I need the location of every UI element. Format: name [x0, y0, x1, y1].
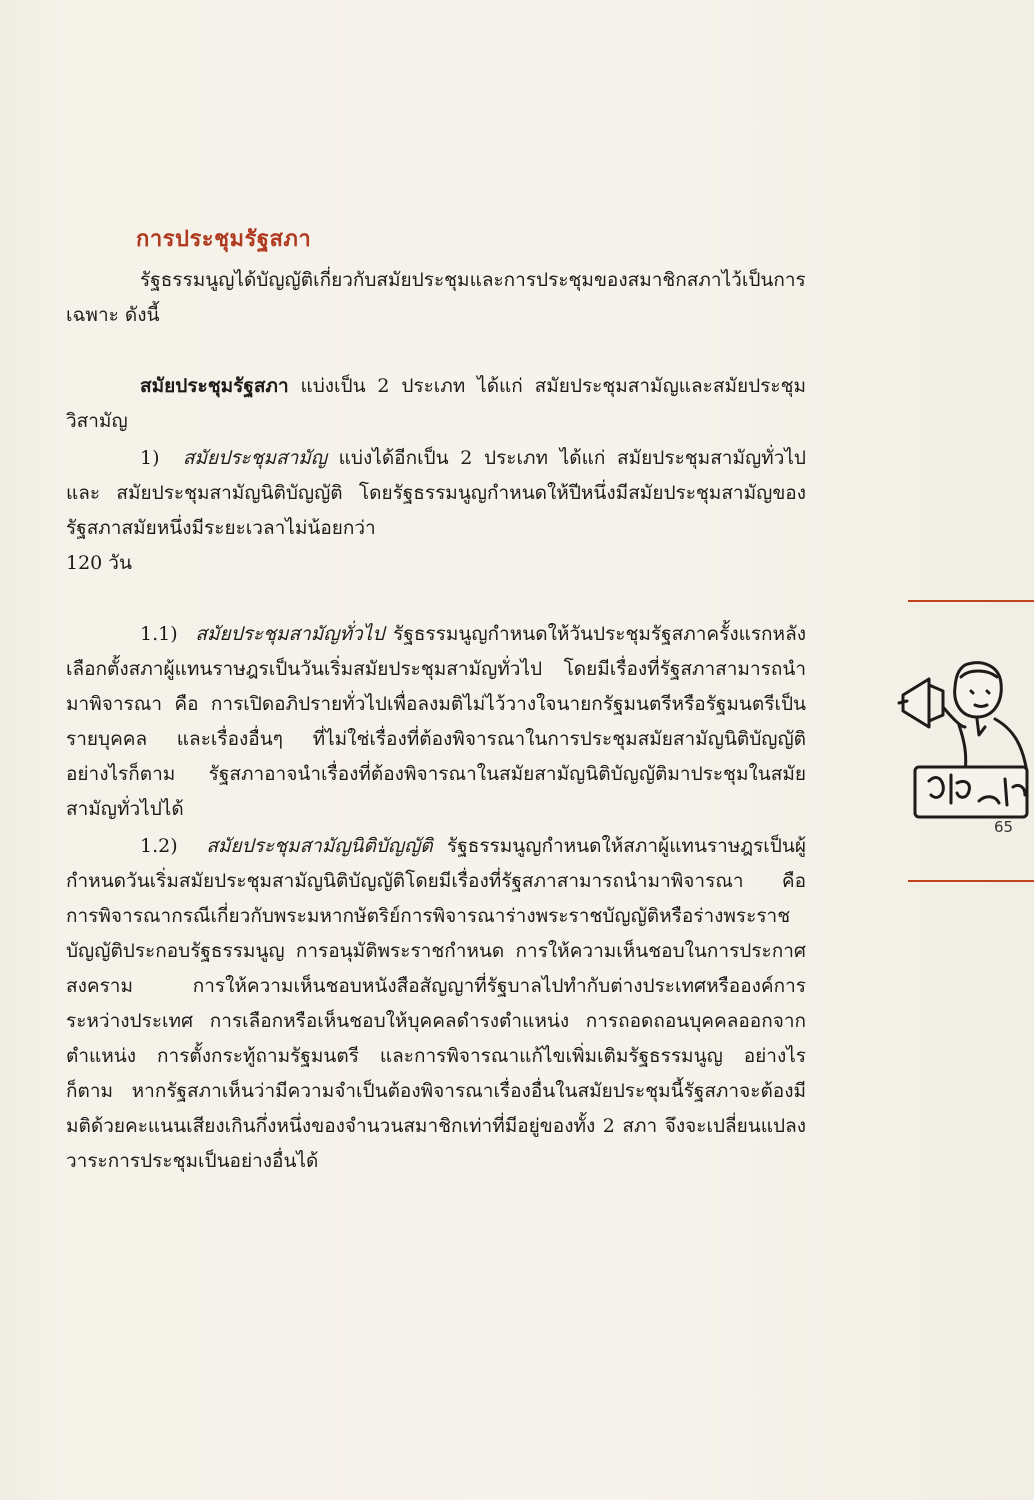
item-1-1-paragraph: [66, 617, 806, 827]
item-1-lead: สมัยประชุมสามัญ: [182, 447, 327, 469]
page-number: 65: [994, 818, 1014, 836]
page-body: [66, 222, 806, 1179]
item-1-2-lead: สมัยประชุมสามัญนิติบัญญัติ: [206, 835, 433, 857]
sessions-paragraph: [66, 369, 806, 439]
item-1-number: 1): [140, 447, 160, 469]
intro-text: รัฐธรรมนูญได้บัญญัติเกี่ยวกับสมัยประชุมและการประชุมของสมาชิกสภาไว้เป็นการเฉพาะ ดังนี้: [66, 269, 806, 326]
item-1-1-text: รัฐธรรมนูญกำหนดให้วันประชุมรัฐสภาครั้งแรกหลังเลือกตั้งสภาผู้แทนราษฎรเป็นวันเริ่มสมัยประชุมสามัญทั่วไป โดยมีเรื่องที่รัฐสภาสามารถนำมาพิจารณา คือ การเปิดอภิปรายทั่วไปเพื่อลงมติไม่ไว้วางใจนายกรัฐมนตรีหรือรัฐมนตรีเป็นรายบุคคล และเรื่องอื่นๆ ที่ไม่ใช่เรื่องที่ต้องพิจารณาในการประชุมสมัยสามัญนิติบัญญัติ อย่างไรก็ตาม รัฐสภาอาจนำเรื่องที่ต้องพิจารณาในสมัยสามัญนิติบัญญัติมาประชุมในสมัยสามัญทั่วไปได้: [66, 623, 806, 820]
item-1-2-number: 1.2): [140, 835, 178, 857]
sessions-text: แบ่งเป็น 2 ประเภท ได้แก่ สมัยประชุมสามัญและสมัยประชุมวิสามัญ: [66, 375, 806, 432]
item-1-tail: 120 วัน: [66, 552, 132, 574]
item-1-1-lead: สมัยประชุมสามัญทั่วไป: [195, 623, 385, 645]
margin-rule-top: [908, 600, 1034, 602]
intro-paragraph: [66, 263, 806, 333]
item-1-1-number: 1.1): [140, 623, 178, 645]
item-1-2-text: รัฐธรรมนูญกำหนดให้สภาผู้แทนราษฎรเป็นผู้กำหนดวันเริ่มสมัยประชุมสามัญนิติบัญญัติโดยมีเรื่องที่รัฐสภาสามารถนำมาพิจารณา คือ การพิจารณากรณีเกี่ยวกับพระมหากษัตริย์การพิจารณาร่างพระราชบัญญัติหรือร่างพระราชบัญญัติประกอบรัฐธรรมนูญ การอนุมัติพระราชกำหนด การให้ความเห็นชอบในการประกาศสงคราม การให้ความเห็นชอบหนังสือสัญญาที่รัฐบาลไปทำกับต่างประเทศหรือองค์การระหว่างประเทศ การเลือกหรือเห็นชอบให้บุคคลดำรงตำแหน่ง การถอดถอนบุคคลออกจากตำแหน่ง การตั้งกระทู้ถามรัฐมนตรี และการพิจารณาแก้ไขเพิ่มเติมรัฐธรรมนูญ อย่างไรก็ตาม หากรัฐสภาเห็นว่ามีความจำเป็นต้องพิจารณาเรื่องอื่นในสมัยประชุมนี้รัฐสภาจะต้องมีมติด้วยคะแนนเสียงเกินกึ่งหนึ่งของจำนวนสมาชิกเท่าที่มีอยู่ของทั้ง 2 สภา จึงจะเปลี่ยนแปลงวาระการประชุมเป็นอย่างอื่นได้: [66, 835, 806, 1172]
margin-rule-bottom: [908, 880, 1034, 882]
section-heading: การประชุมรัฐสภา: [136, 226, 312, 252]
sessions-lead: สมัยประชุมรัฐสภา: [140, 375, 289, 397]
item-1-2-paragraph: [66, 829, 806, 1179]
megaphone-person-icon: [895, 655, 1034, 825]
item-1-paragraph: [66, 441, 806, 581]
item-1-text: แบ่งได้อีกเป็น 2 ประเภท ได้แก่ สมัยประชุมสามัญทั่วไป และ สมัยประชุมสามัญนิติบัญญัติ โดยรัฐธรรมนูญกำหนดให้ปีหนึ่งมีสมัยประชุมสามัญของรัฐสภาสมัยหนึ่งมีระยะเวลาไม่น้อยกว่า: [66, 447, 806, 539]
